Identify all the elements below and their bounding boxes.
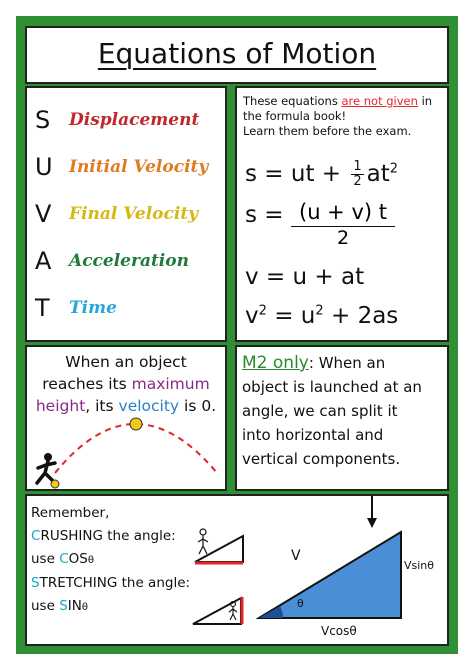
trig-diagrams	[27, 496, 447, 644]
notice-text-1: These equations	[243, 94, 342, 108]
suvat-word: Displacement	[69, 110, 200, 130]
m2-colon: :	[308, 354, 314, 372]
page-title	[27, 37, 447, 70]
mh-line3d: is 0.	[179, 397, 217, 415]
m2-line1: When an	[318, 354, 386, 372]
eq4-exp1: 2	[258, 303, 267, 319]
projectile-illustration	[27, 347, 225, 489]
cos-text: OS	[68, 551, 88, 567]
eq2-numerator: (u + v) t	[291, 200, 395, 227]
notice-text-2: in the formula book!	[243, 94, 433, 123]
suvat-letter: T	[35, 294, 50, 322]
m2-text	[242, 351, 448, 471]
suvat-row-t	[27, 294, 225, 324]
theta-label: θ	[297, 597, 304, 610]
suvat-word: Acceleration	[69, 251, 189, 271]
equation-4	[245, 303, 398, 329]
angle-marker	[259, 606, 283, 618]
equation-1	[245, 160, 398, 189]
eq4-end: + 2as	[323, 303, 399, 329]
eq2-fraction	[291, 200, 395, 249]
kicking-person-icon	[37, 453, 59, 488]
suvat-row-u	[27, 153, 225, 183]
crushing-initial: C	[31, 528, 41, 544]
stretching-text: TRETCHING the angle:	[39, 575, 191, 591]
suvat-letter: A	[35, 247, 52, 275]
eq1-lhs: s = ut +	[245, 161, 349, 187]
eq1-rhs: at	[366, 161, 390, 187]
use-sin-prefix: use	[31, 598, 60, 614]
equation-2	[245, 202, 284, 228]
cos-theta: θ	[87, 555, 94, 566]
mh-velocity: velocity	[118, 397, 180, 415]
sin-theta: θ	[81, 602, 88, 613]
stretching-triangle-icon	[193, 597, 242, 624]
eq2-denominator: 2	[336, 227, 350, 249]
equations-panel	[235, 86, 449, 342]
suvat-row-s	[27, 106, 225, 136]
equation-3: v = u + at	[245, 264, 365, 290]
exam-notice	[243, 94, 443, 139]
eq4-mid: = u	[266, 303, 316, 329]
crushing-triangle-icon	[195, 529, 243, 563]
max-height-panel	[25, 345, 227, 491]
notice-text-3: Learn them before the exam.	[243, 124, 412, 138]
mh-line3b: , its	[85, 397, 119, 415]
m2-panel	[235, 345, 449, 491]
m2-label: M2 only	[242, 353, 309, 373]
suvat-letter: V	[35, 200, 52, 228]
cos-initial: C	[59, 551, 69, 567]
eq1-frac-num: 1	[353, 159, 362, 174]
ball-at-peak-icon	[130, 418, 142, 430]
stretching-initial: S	[31, 575, 40, 591]
use-cos-prefix: use	[31, 551, 60, 567]
projectile-path	[55, 424, 217, 473]
mh-line1: When an object	[65, 353, 187, 371]
remember-text: Remember,	[31, 505, 110, 521]
page-title-text: Equations of Motion	[97, 37, 377, 70]
suvat-word: Final Velocity	[69, 204, 199, 224]
sin-initial: S	[59, 598, 68, 614]
m2-line2: object is launched at an	[242, 378, 422, 396]
crushing-text: RUSHING the angle:	[40, 528, 176, 544]
vsin-label: Vsinθ	[404, 559, 435, 572]
suvat-letter: U	[35, 153, 53, 181]
m2-line3: angle, we can split it	[242, 402, 398, 420]
eq4-v: v	[245, 303, 259, 329]
m2-line5: vertical components.	[242, 450, 401, 468]
trig-panel	[25, 494, 449, 646]
mh-line2a: reaches its	[42, 375, 132, 393]
notice-highlight: are not given	[341, 94, 418, 108]
vcos-label: Vcosθ	[321, 624, 357, 638]
suvat-word: Initial Velocity	[69, 157, 209, 177]
eq1-fraction	[351, 160, 363, 189]
suvat-row-a	[27, 247, 225, 277]
eq1-exp: 2	[389, 161, 399, 177]
eq4-exp2: 2	[315, 303, 324, 319]
v-label: V	[291, 548, 301, 564]
arrow-head-icon	[367, 518, 377, 528]
mh-maximum: maximum	[131, 375, 210, 393]
m2-line4: into horizontal and	[242, 426, 384, 444]
mh-height: height	[35, 397, 86, 415]
title-panel	[25, 26, 449, 84]
suvat-panel	[25, 86, 227, 342]
suvat-letter: S	[35, 106, 51, 134]
suvat-row-v	[27, 200, 225, 230]
suvat-word: Time	[69, 298, 117, 318]
eq1-frac-den: 2	[353, 174, 362, 189]
sin-text: IN	[67, 598, 82, 614]
velocity-components-triangle	[259, 532, 401, 618]
eq2-lhs: s =	[245, 202, 284, 228]
